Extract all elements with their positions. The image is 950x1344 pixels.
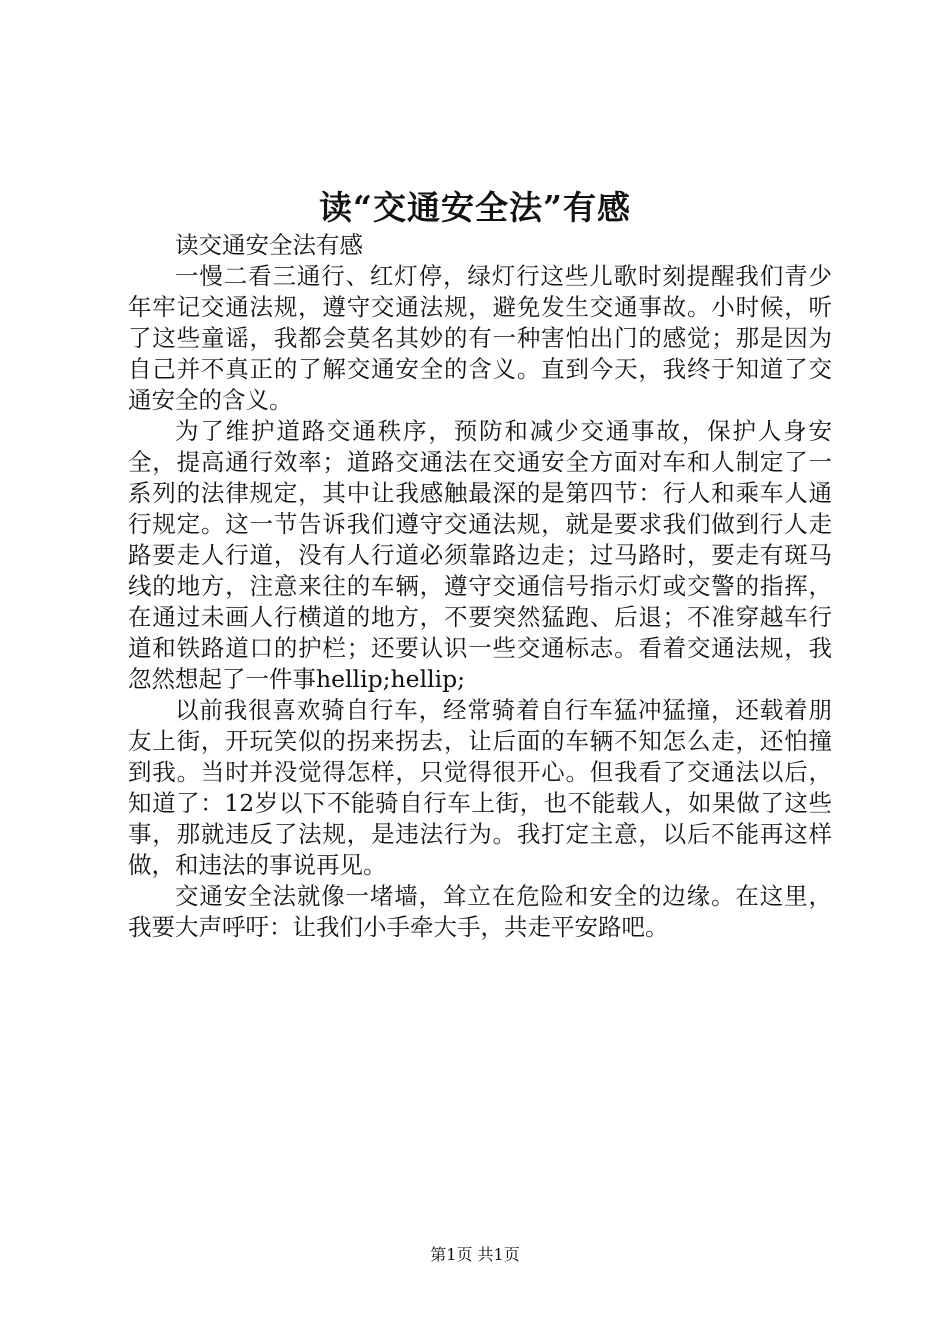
- paragraph-1: 一慢二看三通行、红灯停，绿灯行这些儿歌时刻提醒我们青少年牢记交通法规，遵守交通法规，避免发生交通事故。小时候，听了这些童谣，我都会莫名其妙的有一种害怕出门的感觉；那是因为自己并不真正的了解交通安全的含义。直到今天，我终于知道了交通安全的含义。: [128, 262, 832, 414]
- document-title: 读“交通安全法”有感: [319, 188, 631, 227]
- paragraph-2: 为了维护道路交通秩序，预防和减少交通事故，保护人身安全，提高通行效率；道路交通法在交通安全方面对车和人制定了一系列的法律规定，其中让我感触最深的是第四节：行人和乘车人通行规定。这一节告诉我们遵守交通法规，就是要求我们做到行人走路要走人行道，没有人行道必须靠路边走；过马路时，要走有斑马线的地方，注意来往的车辆，遵守交通信号指示灯或交警的指挥，在通过未画人行横道的地方，不要突然猛跑、后退；不准穿越车行道和铁路道口的护栏；还要认识一些交通标志。看着交通法规，我忽然想起了一件事hellip;hellip;: [128, 417, 832, 693]
- page-number-footer: 第1页 共1页: [430, 1245, 520, 1264]
- paragraph-4: 交通安全法就像一堵墙，耸立在危险和安全的边缘。在这里，我要大声呼吁：让我们小手牵大手，共走平安路吧。: [128, 882, 832, 941]
- document-body: [128, 230, 832, 943]
- paragraph-subtitle: 读交通安全法有感: [175, 231, 363, 259]
- paragraph-3: 以前我很喜欢骑自行车，经常骑着自行车猛冲猛撞，还载着朋友上街，开玩笑似的拐来拐去，让后面的车辆不知怎么走，还怕撞到我。当时并没觉得怎样，只觉得很开心。但我看了交通法以后，知道了：12岁以下不能骑自行车上街，也不能载人，如果做了这些事，那就违反了法规，是违法行为。我打定主意，以后不能再这样做，和违法的事说再见。: [128, 696, 832, 879]
